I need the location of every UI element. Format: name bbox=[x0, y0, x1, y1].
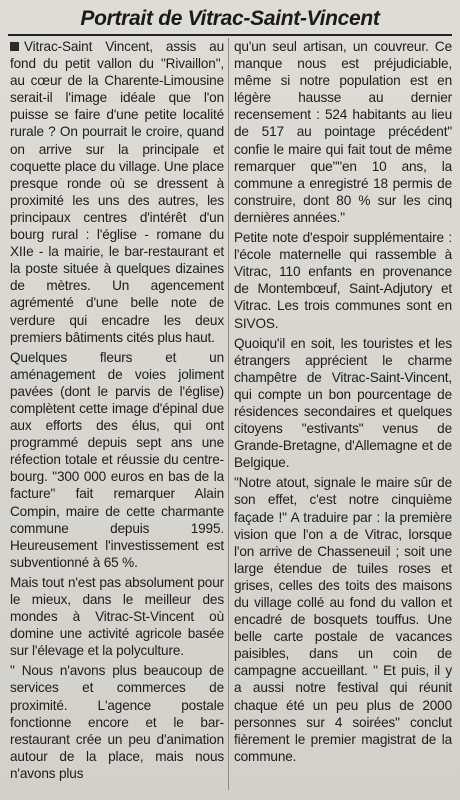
right-column bbox=[234, 38, 452, 768]
paragraph-6: Petite note d'espoir supplémentaire : l'école maternelle qui rassemble à Vitrac, 110 enfants en provenance de Montembœuf, Saint-Adjutory et Vitrac. Les trois communes sont en SIVOS. bbox=[234, 230, 452, 331]
article-title: Portrait de Vitrac-Saint-Vincent bbox=[80, 7, 380, 30]
left-column bbox=[10, 38, 224, 785]
column-divider bbox=[228, 38, 229, 790]
paragraph-5: qu'un seul artisan, un couvreur. Ce manque nous est préjudiciable, même si notre population est en légère hausse au dernier recensement : 524 habitants au lieu de 517 au pointage précédent" confie le maire qui fait tout de même remarquer que""en 10 ans, la commune a enregistré 18 permis de construire, dont 80 % sur les cinq dernières années." bbox=[234, 39, 452, 225]
paragraph-7: Quoiqu'il en soit, les touristes et les étrangers apprécient le charme champêtre de Vitrac-Saint-Vincent, qui compte un bon pourcentage de résidences secondaires et quelques citoyens "estivants" venus de Grande-Bretagne, d'Allemagne et de Belgique. bbox=[234, 335, 452, 471]
paragraph-3: Mais tout n'est pas absolument pour le mieux, dans le meilleur des mondes à Vitrac-St-Vincent où domine une activité agricole basée sur l'élevage et la polyculture. bbox=[10, 574, 224, 659]
paragraph-1: Vitrac-Saint Vincent, assis au fond du petit vallon du "Rivaillon", au cœur de la Charente-Limousine serait-il l'image idéale que l'on puisse se faire d'une petite localité rurale ? On pourrait le croire, quand on arrive sur la principale et coquette place du village. Une place presque ronde où se dressent à proximité les uns des autres, les principaux centres d'intérêt d'un bourg rural : l'église - romane du XIIe - la mairie, le bar-restaurant et la poste située à quelques dizaines de mètres. Un agencement agrémenté d'une belle note de verdure qui encadre les deux premiers bâtiments cités plus haut. bbox=[10, 39, 224, 345]
paragraph-8: "Notre atout, signale le maire sûr de son effet, c'est notre cinquième façade !" A traduire par : la première vision que l'on a de Vitrac, lorsque l'on arrive de Chasseneuil ; soit une large étendue de tuiles roses et grises, celles des toits des maisons du village collé au fond du vallon et encadré de bosquets touffus. Une belle carte postale de vacances paisibles, dans un coin de campagne accueillant. " Et puis, il y a aussi notre festival qui réunit chaque été un peu plus de 2000 personnes sur 4 soirées" conclut fièrement le premier magistrat de la commune. bbox=[234, 475, 452, 764]
title-rule bbox=[8, 34, 452, 36]
paragraph-2: Quelques fleurs et un aménagement de voies joliment pavées (dont le parvis de l'église) complètent cette image d'épinal due aux efforts des élus, qui ont programmé depuis sept ans une réfection totale et réussie du centre-bourg. "300 000 euros en bas de la facture" fait remarquer Alain Compin, maire de cette charmante commune depuis 1995. Heureusement l'investissement est subventionné à 65 %. bbox=[10, 349, 224, 570]
paragraph-4: " Nous n'avons plus beaucoup de services et commerces de proximité. L'agence postale fonctionne encore et le bar-restaurant crée un peu d'animation autour de la place, mais nous n'avons plus bbox=[10, 663, 224, 781]
